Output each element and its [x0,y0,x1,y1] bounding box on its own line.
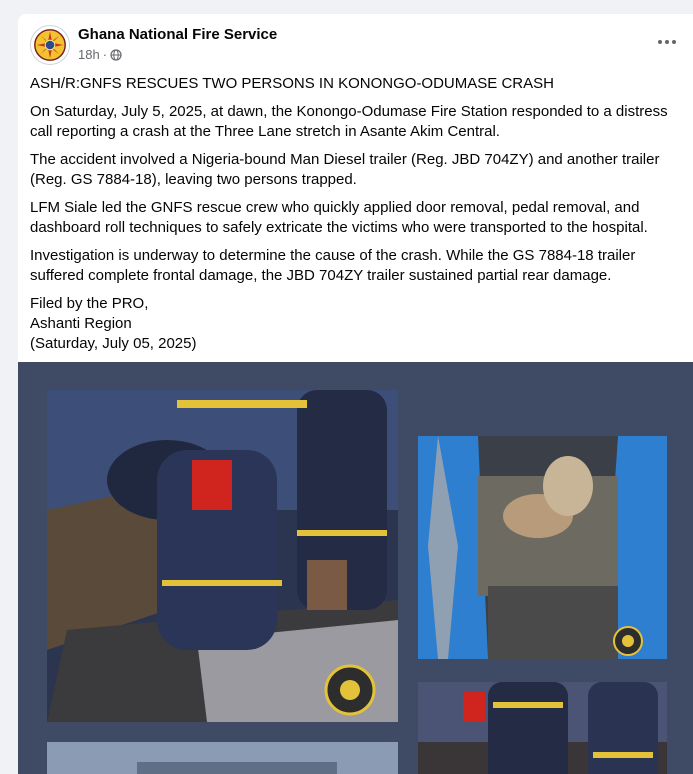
photo-rescue-crew[interactable] [47,390,398,722]
meta-separator: · [102,47,108,62]
signoff-line: Filed by the PRO, [30,295,149,312]
photo-truck-scene[interactable] [47,742,398,774]
post-paragraph: LFM Siale led the GNFS rescue crew who quickly applied door removal, pedal removal, and dashboard roll techniques to safely extricate the victims who were transported to the hospital. [30,199,648,236]
post-header [18,14,693,70]
post-paragraph: The accident involved a Nigeria-bound Man Diesel trailer (Reg. JBD 704ZY) and another trailer (Reg. GS 7884-18), leaving two persons trapped. [30,151,660,188]
post-timestamp[interactable]: 18h [78,47,100,62]
photo-firefighters[interactable] [418,682,667,774]
post-message [30,74,680,354]
page-name-link[interactable]: Ghana National Fire Service [78,26,278,43]
post-headline: ASH/R:GNFS RESCUES TWO PERSONS IN KONONGO-ODUMASE CRASH [30,75,554,92]
post-meta [78,47,122,62]
photo-wrecked-cab[interactable] [418,436,667,659]
post-paragraph: Investigation is underway to determine the cause of the crash. While the GS 7884-18 trailer suffered complete frontal damage, the JBD 704ZY trailer sustained partial rear damage. [30,247,636,284]
page-avatar[interactable] [30,25,70,65]
post-paragraph: On Saturday, July 5, 2025, at dawn, the Konongo-Odumase Fire Station responded to a distress call reporting a crash at the Three Lane stretch in Asante Akim Central. [30,103,668,140]
media-collage [18,362,693,774]
signoff-line: Ashanti Region [30,315,132,332]
globe-icon[interactable] [110,49,122,61]
post-card [18,14,693,774]
gnfs-logo-icon [31,26,69,64]
more-options-button[interactable] [655,30,679,54]
signoff-line: (Saturday, July 05, 2025) [30,335,197,352]
more-options-icon [658,40,662,44]
